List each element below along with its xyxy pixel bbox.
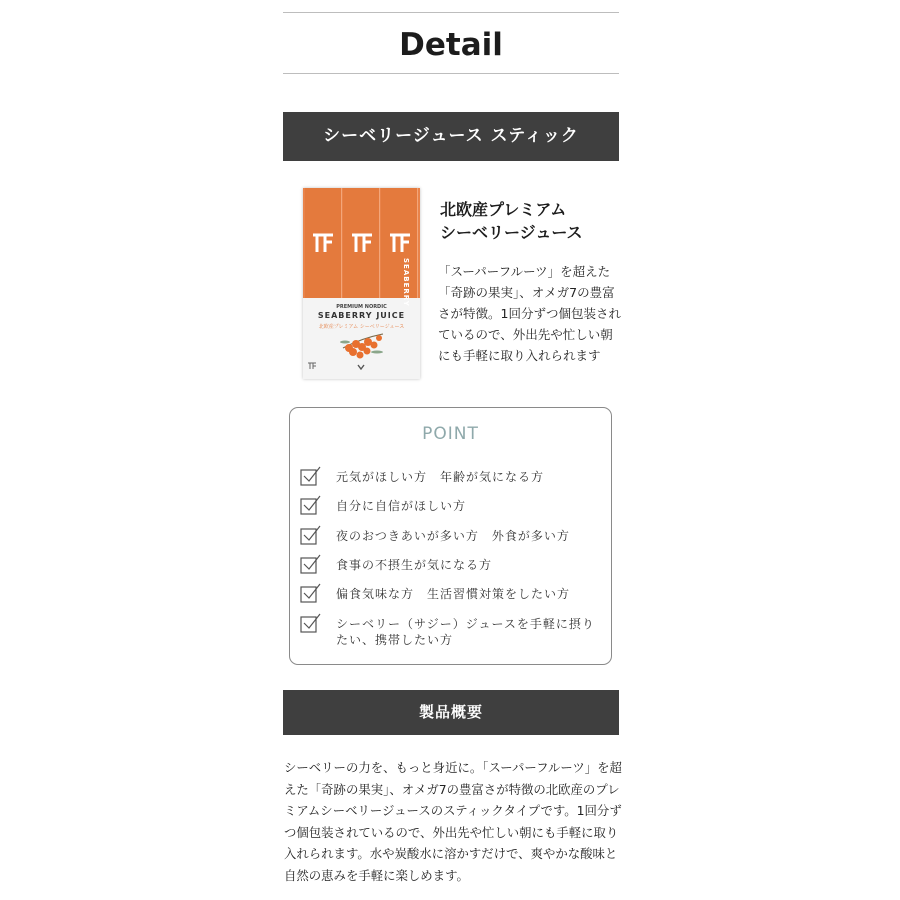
title-divider xyxy=(283,73,619,74)
product-image xyxy=(303,188,420,379)
checkbox-check-icon xyxy=(300,583,322,603)
checkbox-check-icon xyxy=(300,466,322,486)
package-vertical-text: SEABERRY xyxy=(402,258,410,307)
checkbox-check-icon xyxy=(300,613,322,633)
checkbox-check-icon xyxy=(300,525,322,545)
brand-logo-icon xyxy=(388,232,412,254)
brand-logo-icon xyxy=(311,232,335,254)
product-description: 「スーパーフルーツ」を超えた「奇跡の果実」、オメガ7の豊富さが特徴。1回分ずつ個包装されているので、外出先や忙しい朝にも手軽に取り入れられます xyxy=(438,264,621,363)
maker-logo-icon xyxy=(307,362,317,370)
point-box: POINT 元気がほしい方 年齢が気になる方 自分に自信がほしい方 夜のおつきあいが多い方 外食が多い方 食事の不摂生が気になる方 偏食気味な方 生活習慣対策をしたい方 シーベリー（サジー）ジュースを手軽に摂りたい、携帯したい方 xyxy=(289,407,612,665)
brand-logo-icon xyxy=(350,232,374,254)
top-divider xyxy=(283,12,619,13)
leaf-mark-icon xyxy=(357,364,365,370)
checkbox-check-icon xyxy=(300,495,322,515)
overview-text: シーベリーの力を、もっと身近に。「スーパーフルーツ」を超えた「奇跡の果実」、オメガ7の豊富さが特徴の北欧産のプレミアムシーベリージュースのスティックタイプです。1回分ずつ個包装されているので、外出先や忙しい朝にも手軽に取り入れられます。水や炭酸水に溶かすだけで、爽やかな酸味と自然の恵みを手軽に楽しめます。 xyxy=(284,760,622,883)
page-title: Detail xyxy=(399,27,503,63)
product-section-bar: シーベリージュース スティック xyxy=(283,112,619,161)
package-jp-label: 北欧産プレミアム シーベリージュース xyxy=(318,324,405,330)
point-heading: POINT xyxy=(422,424,479,444)
package-name-label: SEABERRY JUICE xyxy=(317,311,406,320)
package-premium-label: PREMIUM NORDIC xyxy=(336,304,387,310)
product-name: 北欧産プレミアム シーベリージュース xyxy=(440,200,583,242)
seaberry-icon xyxy=(337,328,387,360)
checkbox-check-icon xyxy=(300,554,322,574)
overview-section-bar: 製品概要 xyxy=(283,690,619,735)
